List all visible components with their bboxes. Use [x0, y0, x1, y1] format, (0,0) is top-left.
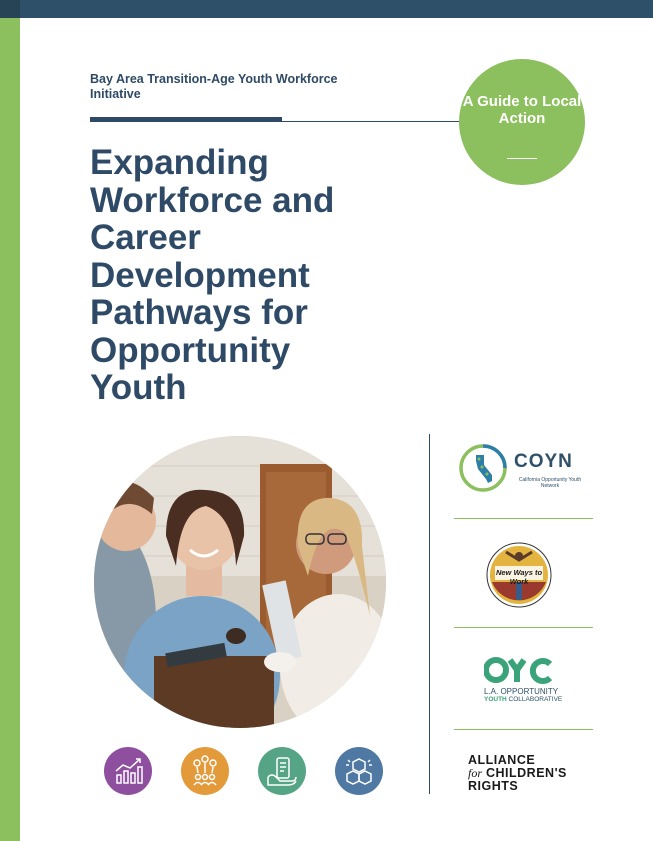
top-banner-accent [0, 0, 20, 18]
partner-column-divider [429, 434, 430, 794]
acr-childrens: CHILDREN'S [482, 766, 567, 780]
new-ways-to-work-name: New Ways to Work [495, 568, 543, 586]
hand-device-icon [258, 747, 306, 795]
guide-badge [459, 59, 585, 185]
growth-chart-icon [104, 747, 152, 795]
building-blocks-icon [335, 747, 383, 795]
top-banner [0, 0, 653, 18]
oyc-logo [474, 656, 574, 706]
cover-photo [94, 436, 386, 728]
acr-line1: ALLIANCE [468, 753, 536, 767]
alliance-for-childrens-rights-logo [468, 754, 598, 793]
badge-underline [507, 158, 537, 159]
oyc-line1: L.A. OPPORTUNITY [484, 687, 559, 696]
acr-for: for [468, 766, 483, 780]
coyn-logo [458, 443, 598, 495]
partner-divider-2 [454, 627, 593, 628]
oyc-letters [484, 656, 556, 686]
partner-divider-3 [454, 729, 593, 730]
cover-photo-illustration [94, 436, 386, 728]
new-ways-to-work-logo [486, 542, 552, 608]
initiative-name: Bay Area Transition-Age Youth Workforce Initiative [90, 72, 338, 101]
california-map-icon [458, 443, 508, 493]
header-rule-thick [90, 117, 282, 122]
oyc-youth: YOUTH [484, 696, 507, 703]
document-title: Expanding Workforce and Career Development Pathways for Opportunity Youth [90, 143, 335, 407]
oyc-collaborative: COLLABORATIVE [506, 696, 563, 703]
acr-line3: RIGHTS [468, 779, 519, 793]
coyn-subtitle: California Opportunity Youth Network [518, 477, 582, 489]
group-network-icon [181, 747, 229, 795]
oyc-line2 [484, 696, 562, 703]
left-green-stripe [0, 18, 20, 841]
coyn-name: COYN [514, 451, 573, 472]
partner-divider-1 [454, 518, 593, 519]
header-rule-thin [282, 121, 472, 122]
badge-text: A Guide to Local Action [462, 93, 582, 127]
